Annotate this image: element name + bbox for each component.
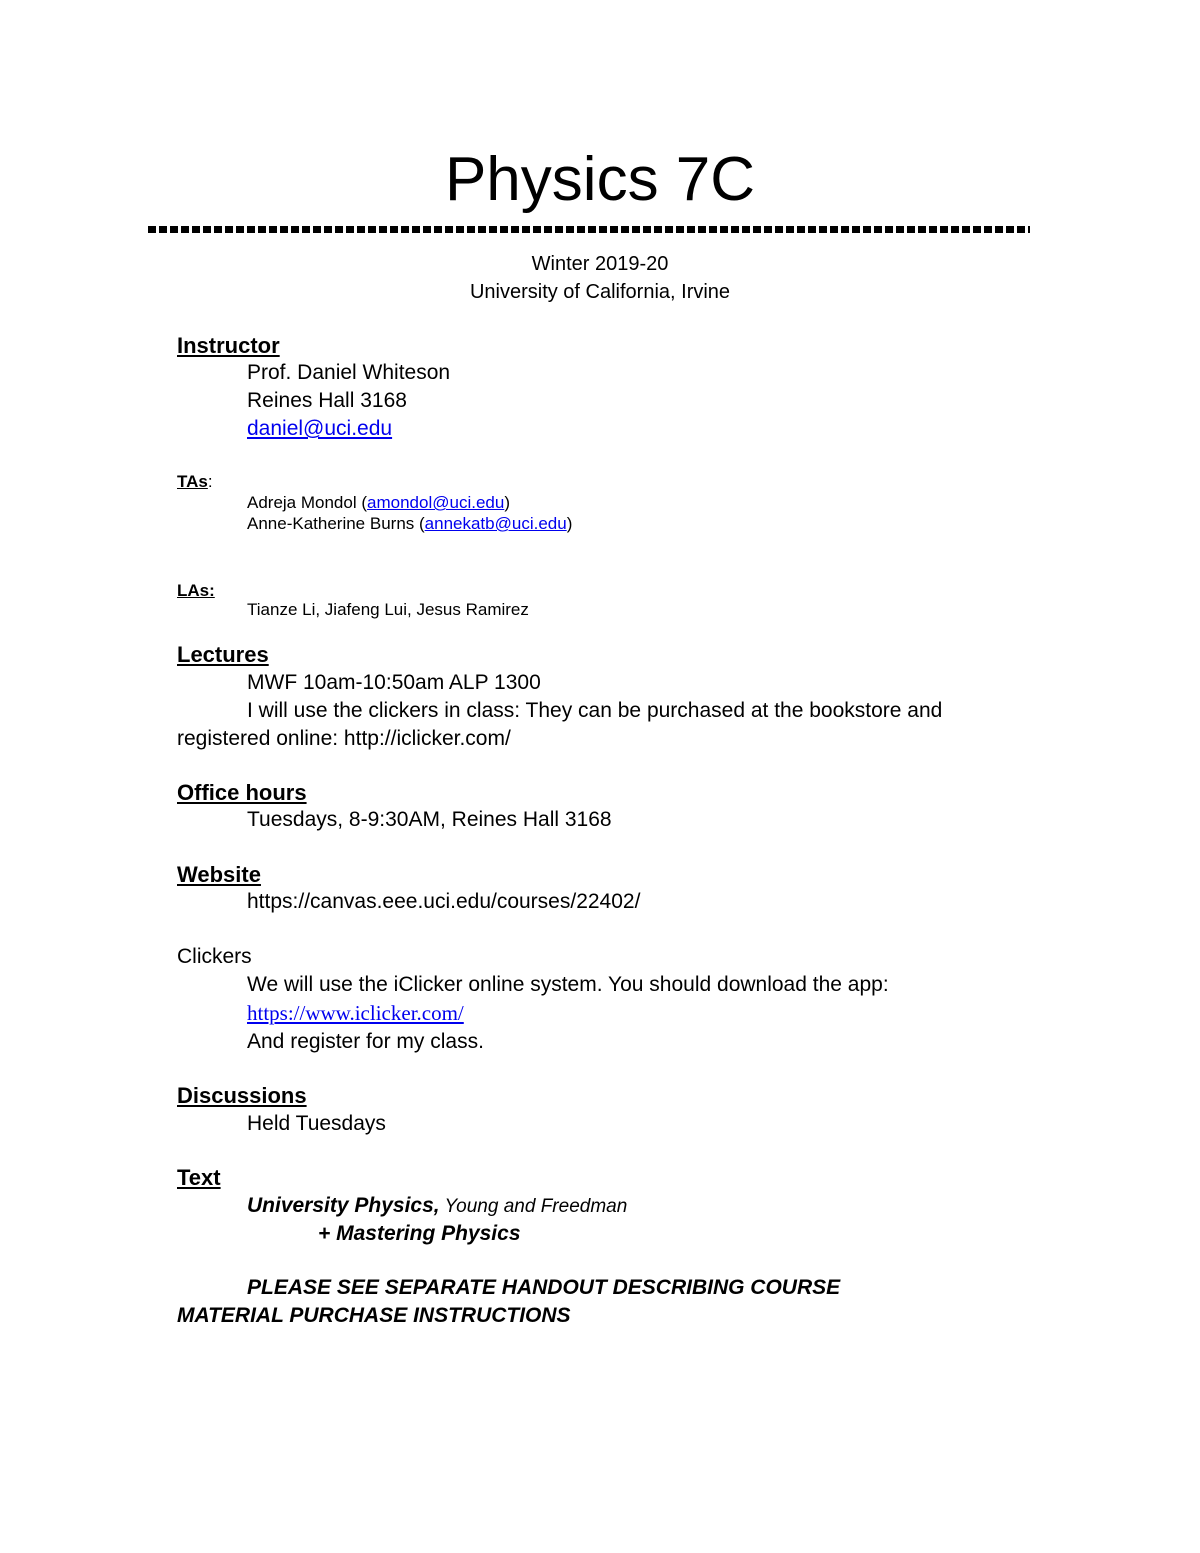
ta-item: Adreja Mondol (amondol@uci.edu) (247, 493, 510, 512)
textbook (247, 1192, 627, 1221)
las-names: Tianze Li, Jiafeng Lui, Jesus Ramirez (247, 600, 529, 619)
lecture-schedule: MWF 10am-10:50am ALP 1300 (247, 671, 541, 694)
lecture-note-cont: registered online: http://iclicker.com/ (177, 727, 511, 750)
clickers-register: And register for my class. (247, 1030, 484, 1053)
office-hours-heading: Office hours (177, 780, 307, 805)
ta-item: Anne-Katherine Burns (annekatb@uci.edu) (247, 514, 573, 533)
lecture-note: I will use the clickers in class: They can be purchased at the bookstore and (247, 699, 943, 722)
las-heading: LAs: (177, 581, 215, 600)
title-divider (148, 226, 1030, 233)
university: University of California, Irvine (469, 281, 731, 303)
instructor-email-link[interactable]: daniel@uci.edu (247, 417, 393, 440)
clickers-info: We will use the iClicker online system. You should download the app: (247, 973, 889, 996)
page-title: Physics 7C (444, 145, 756, 214)
instructor-heading: Instructor (177, 333, 280, 358)
clickers-heading: Clickers (177, 945, 252, 968)
ta-email-link[interactable]: annekatb@uci.edu (424, 514, 567, 533)
discussions-heading: Discussions (177, 1083, 307, 1108)
purchase-notice: PLEASE SEE SEPARATE HANDOUT DESCRIBING COURSE (247, 1276, 841, 1299)
tas-heading: TAs: (177, 472, 213, 491)
lectures-heading: Lectures (177, 642, 269, 667)
website-url: https://canvas.eee.uci.edu/courses/22402/ (247, 890, 641, 913)
term: Winter 2019-20 (531, 253, 669, 275)
instructor-name: Prof. Daniel Whiteson (247, 361, 451, 384)
office-hours-time: Tuesdays, 8-9:30AM, Reines Hall 3168 (247, 808, 612, 831)
discussions-detail: Held Tuesdays (247, 1112, 386, 1135)
instructor-office: Reines Hall 3168 (247, 389, 407, 412)
ta-email-link[interactable]: amondol@uci.edu (367, 493, 505, 512)
website-heading: Website (177, 862, 261, 887)
purchase-notice-cont: MATERIAL PURCHASE INSTRUCTIONS (177, 1304, 571, 1327)
textbook-addon: + Mastering Physics (318, 1222, 521, 1245)
iclicker-link[interactable]: https://www.iclicker.com/ (247, 1001, 464, 1025)
text-heading: Text (177, 1165, 221, 1190)
textbook-title: University Physics, (247, 1194, 440, 1217)
textbook-authors: Young and Freedman (439, 1196, 628, 1217)
